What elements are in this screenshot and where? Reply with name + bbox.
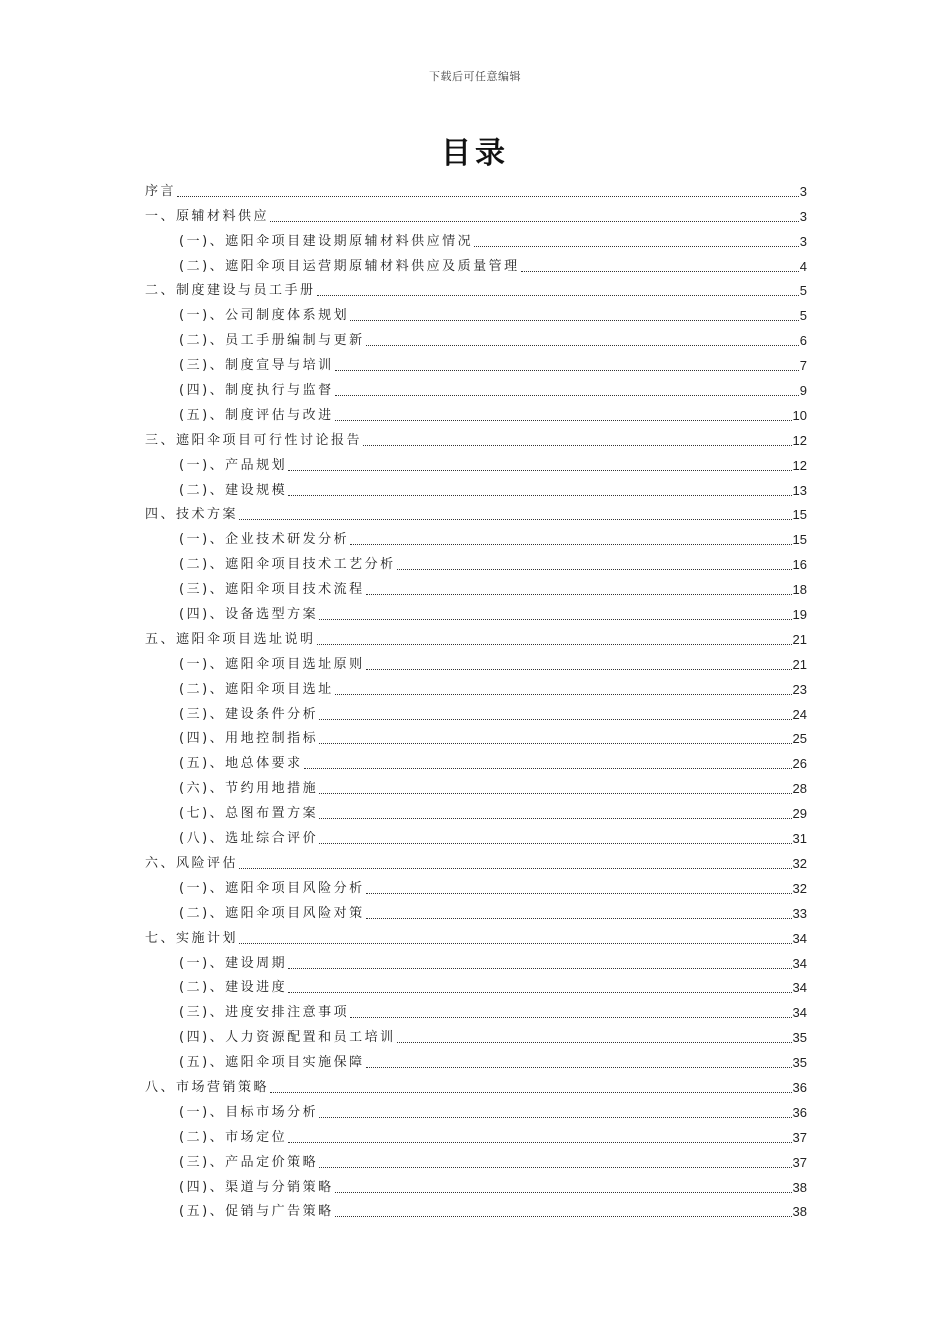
toc-dot-leader: [366, 918, 792, 919]
toc-entry-label: (四)、人力资源配置和员工培训: [179, 1030, 396, 1046]
toc-entry-page-number: 13: [792, 482, 807, 498]
toc-entry-page-number: 6: [799, 333, 807, 349]
toc-entry-label: (六)、节约用地措施: [179, 781, 319, 797]
toc-entry-page-number: 10: [792, 407, 807, 423]
toc-entry[interactable]: [145, 972, 807, 997]
toc-entry-page-number: 12: [792, 432, 807, 448]
toc-entry-page-number: 9: [799, 383, 807, 399]
toc-entry-label: (三)、遮阳伞项目技术流程: [179, 582, 365, 598]
toc-entry-page-number: 19: [792, 607, 807, 623]
toc-entry-label: (四)、用地控制指标: [179, 731, 319, 747]
toc-dot-leader: [363, 445, 792, 446]
toc-entry[interactable]: [145, 424, 807, 449]
toc-entry-page-number: 28: [792, 781, 807, 797]
toc-dot-leader: [288, 968, 791, 969]
toc-entry[interactable]: [145, 872, 807, 897]
toc-entry[interactable]: [145, 523, 807, 548]
toc-entry-page-number: 35: [792, 1030, 807, 1046]
toc-entry-label: (一)、遮阳伞项目风险分析: [179, 880, 365, 896]
toc-entry-label: (一)、公司制度体系规划: [179, 308, 350, 324]
toc-dot-leader: [335, 694, 792, 695]
toc-entry[interactable]: [145, 598, 807, 623]
toc-entry-label: 序言: [145, 183, 177, 199]
toc-entry-label: (四)、设备选型方案: [179, 607, 319, 623]
toc-entry-label: (七)、总图布置方案: [179, 806, 319, 822]
toc-entry-page-number: 5: [799, 283, 807, 299]
toc-entry-page-number: 24: [792, 706, 807, 722]
toc-entry[interactable]: [145, 847, 807, 872]
toc-entry[interactable]: [145, 996, 807, 1021]
toc-entry-label: (五)、遮阳伞项目实施保障: [179, 1055, 365, 1071]
toc-entry[interactable]: [145, 200, 807, 225]
toc-dot-leader: [270, 221, 799, 222]
toc-entry-label: (四)、制度执行与监督: [179, 383, 334, 399]
toc-dot-leader: [350, 1017, 791, 1018]
toc-entry[interactable]: [145, 275, 807, 300]
toc-entry-page-number: 36: [792, 1079, 807, 1095]
toc-entry-label: (四)、渠道与分销策略: [179, 1179, 334, 1195]
toc-dot-leader: [304, 768, 792, 769]
toc-entry-page-number: 15: [792, 532, 807, 548]
toc-dot-leader: [397, 1042, 792, 1043]
toc-entry-label: (一)、遮阳伞项目建设期原辅材料供应情况: [179, 233, 474, 249]
toc-entry-page-number: 34: [792, 1005, 807, 1021]
toc-entry-label: (三)、制度宣导与培训: [179, 358, 334, 374]
toc-entry-page-number: 29: [792, 806, 807, 822]
toc-entry-page-number: 18: [792, 582, 807, 598]
toc-entry-page-number: 35: [792, 1055, 807, 1071]
toc-entry-label: (三)、建设条件分析: [179, 706, 319, 722]
toc-entry-label: (一)、产品规划: [179, 457, 288, 473]
toc-dot-leader: [270, 1092, 792, 1093]
toc-entry[interactable]: [145, 723, 807, 748]
toc-entry[interactable]: [145, 648, 807, 673]
toc-entry[interactable]: [145, 499, 807, 524]
toc-entry-page-number: 3: [799, 208, 807, 224]
toc-dot-leader: [288, 495, 791, 496]
toc-dot-leader: [335, 420, 792, 421]
toc-dot-leader: [288, 992, 791, 993]
toc-dot-leader: [319, 793, 791, 794]
toc-entry-page-number: 25: [792, 731, 807, 747]
toc-entry[interactable]: [145, 922, 807, 947]
toc-entry[interactable]: [145, 797, 807, 822]
toc-entry-label: (二)、建设进度: [179, 980, 288, 996]
toc-entry[interactable]: [145, 474, 807, 499]
toc-entry[interactable]: [145, 897, 807, 922]
toc-entry[interactable]: [145, 623, 807, 648]
toc-entry-label: (一)、遮阳伞项目选址原则: [179, 656, 365, 672]
toc-entry-page-number: 16: [792, 557, 807, 573]
toc-entry-page-number: 5: [799, 308, 807, 324]
toc-dot-leader: [177, 196, 799, 197]
toc-entry[interactable]: [145, 573, 807, 598]
toc-entry-label: 四、技术方案: [145, 507, 239, 523]
toc-entry-page-number: 38: [792, 1204, 807, 1220]
toc-entry-label: 二、制度建设与员工手册: [145, 283, 316, 299]
toc-entry-label: (二)、遮阳伞项目选址: [179, 681, 334, 697]
table-of-contents: [145, 175, 807, 1220]
toc-entry-page-number: 12: [792, 457, 807, 473]
toc-dot-leader: [366, 345, 799, 346]
toc-entry[interactable]: [145, 673, 807, 698]
toc-entry-label: (八)、选址综合评价: [179, 831, 319, 847]
toc-entry[interactable]: [145, 299, 807, 324]
toc-entry[interactable]: [145, 349, 807, 374]
toc-entry-page-number: 3: [799, 233, 807, 249]
toc-entry[interactable]: [145, 1046, 807, 1071]
toc-entry-label: 七、实施计划: [145, 930, 239, 946]
toc-entry[interactable]: [145, 250, 807, 275]
toc-entry-label: (五)、促销与广告策略: [179, 1204, 334, 1220]
toc-entry-page-number: 4: [799, 258, 807, 274]
toc-dot-leader: [319, 719, 791, 720]
toc-dot-leader: [319, 1117, 791, 1118]
toc-dot-leader: [288, 470, 791, 471]
toc-dot-leader: [319, 743, 791, 744]
toc-dot-leader: [317, 644, 792, 645]
toc-dot-leader: [335, 1216, 792, 1217]
toc-entry[interactable]: [145, 225, 807, 250]
toc-entry-label: (一)、目标市场分析: [179, 1104, 319, 1120]
toc-dot-leader: [288, 1142, 791, 1143]
toc-entry-label: (三)、产品定价策略: [179, 1154, 319, 1170]
toc-dot-leader: [474, 246, 799, 247]
toc-entry[interactable]: [145, 449, 807, 474]
toc-entry-page-number: 34: [792, 930, 807, 946]
toc-entry[interactable]: [145, 1071, 807, 1096]
toc-entry-page-number: 23: [792, 681, 807, 697]
toc-entry-label: (三)、进度安排注意事项: [179, 1005, 350, 1021]
toc-entry[interactable]: [145, 1096, 807, 1121]
toc-entry[interactable]: [145, 1196, 807, 1221]
toc-dot-leader: [319, 1167, 791, 1168]
toc-entry-label: (五)、地总体要求: [179, 756, 303, 772]
page-title: 目录: [441, 136, 509, 171]
toc-entry-label: (二)、建设规模: [179, 482, 288, 498]
toc-entry-label: 三、遮阳伞项目可行性讨论报告: [145, 432, 363, 448]
toc-entry-label: (一)、企业技术研发分析: [179, 532, 350, 548]
toc-dot-leader: [335, 1192, 792, 1193]
toc-entry-page-number: 31: [792, 831, 807, 847]
toc-entry-page-number: 37: [792, 1154, 807, 1170]
toc-entry-page-number: 7: [799, 358, 807, 374]
toc-entry[interactable]: [145, 548, 807, 573]
toc-dot-leader: [239, 868, 792, 869]
toc-entry-label: 一、原辅材料供应: [145, 208, 270, 224]
toc-dot-leader: [319, 619, 791, 620]
toc-dot-leader: [239, 943, 792, 944]
toc-entry-page-number: 21: [792, 631, 807, 647]
toc-entry[interactable]: [145, 747, 807, 772]
toc-entry[interactable]: [145, 1121, 807, 1146]
toc-entry-page-number: 33: [792, 905, 807, 921]
toc-entry[interactable]: [145, 698, 807, 723]
toc-dot-leader: [335, 395, 799, 396]
header-note: 下载后可任意编辑: [429, 70, 521, 83]
toc-entry-label: (二)、遮阳伞项目风险对策: [179, 905, 365, 921]
toc-entry-page-number: 34: [792, 980, 807, 996]
toc-entry-label: (二)、员工手册编制与更新: [179, 333, 365, 349]
toc-entry-page-number: 32: [792, 855, 807, 871]
toc-entry-label: 五、遮阳伞项目选址说明: [145, 631, 316, 647]
toc-dot-leader: [397, 569, 792, 570]
toc-dot-leader: [350, 320, 799, 321]
toc-entry-page-number: 34: [792, 955, 807, 971]
toc-entry[interactable]: [145, 374, 807, 399]
toc-entry[interactable]: [145, 1021, 807, 1046]
toc-dot-leader: [366, 669, 792, 670]
toc-dot-leader: [366, 594, 792, 595]
toc-entry-label: (一)、建设周期: [179, 955, 288, 971]
toc-entry-label: (二)、遮阳伞项目技术工艺分析: [179, 557, 396, 573]
toc-entry[interactable]: [145, 822, 807, 847]
toc-dot-leader: [319, 818, 791, 819]
toc-entry-label: 八、市场营销策略: [145, 1079, 270, 1095]
toc-dot-leader: [366, 893, 792, 894]
toc-entry[interactable]: [145, 324, 807, 349]
toc-entry[interactable]: [145, 947, 807, 972]
toc-entry[interactable]: [145, 772, 807, 797]
toc-entry-label: (二)、市场定位: [179, 1129, 288, 1145]
toc-entry-label: (二)、遮阳伞项目运营期原辅材料供应及质量管理: [179, 258, 520, 274]
toc-dot-leader: [366, 1067, 792, 1068]
toc-entry-page-number: 38: [792, 1179, 807, 1195]
toc-entry-page-number: 37: [792, 1129, 807, 1145]
toc-dot-leader: [239, 519, 792, 520]
toc-dot-leader: [521, 271, 799, 272]
toc-entry[interactable]: [145, 1146, 807, 1171]
toc-entry[interactable]: [145, 175, 807, 200]
toc-entry-page-number: 36: [792, 1104, 807, 1120]
toc-entry-page-number: 3: [799, 183, 807, 199]
toc-dot-leader: [317, 295, 799, 296]
toc-entry-label: 六、风险评估: [145, 855, 239, 871]
toc-entry-label: (五)、制度评估与改进: [179, 407, 334, 423]
toc-entry-page-number: 26: [792, 756, 807, 772]
toc-dot-leader: [335, 370, 799, 371]
toc-entry[interactable]: [145, 1171, 807, 1196]
toc-entry-page-number: 32: [792, 880, 807, 896]
toc-entry[interactable]: [145, 399, 807, 424]
toc-dot-leader: [319, 843, 791, 844]
toc-dot-leader: [350, 544, 791, 545]
toc-entry-page-number: 15: [792, 507, 807, 523]
toc-entry-page-number: 21: [792, 656, 807, 672]
